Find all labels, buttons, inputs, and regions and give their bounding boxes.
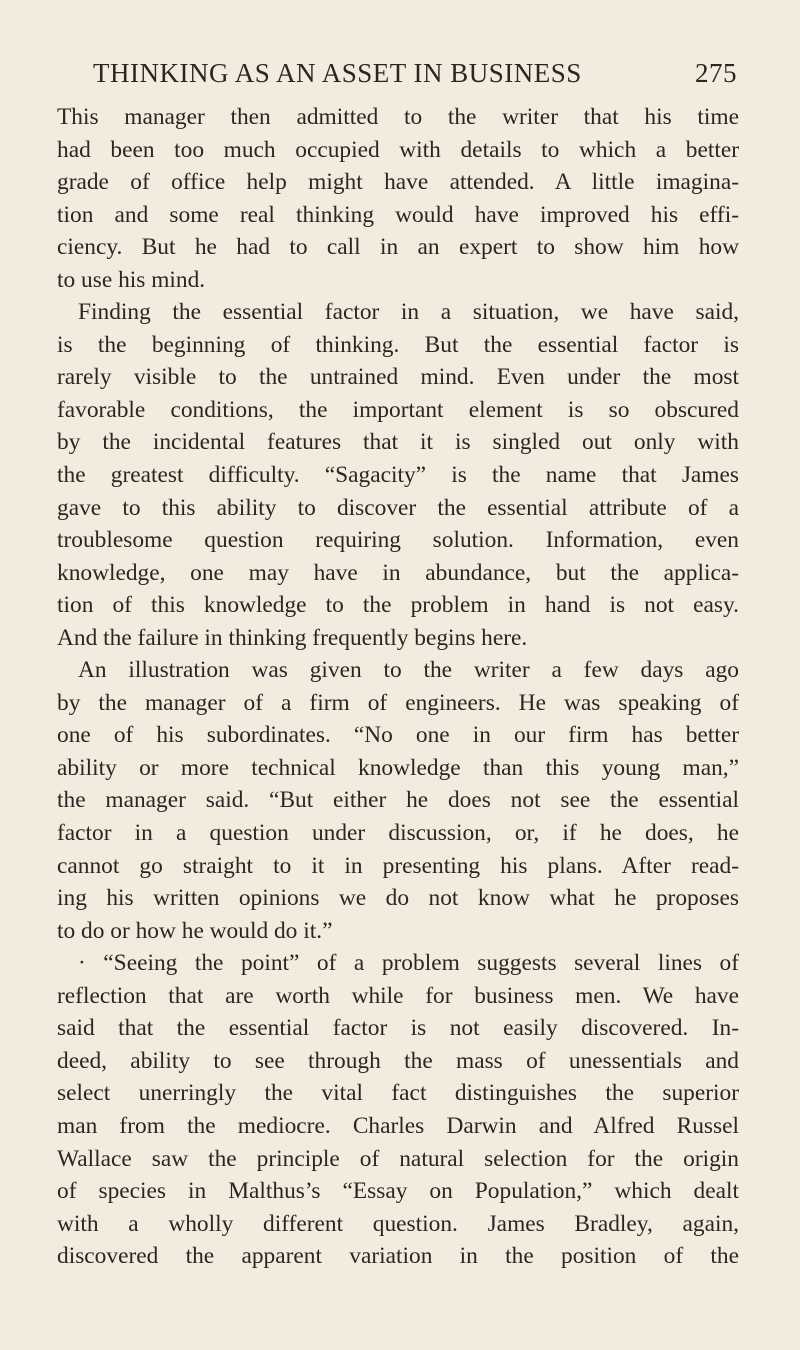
text-line: favorable conditions, the important element is so obscured [57, 396, 739, 423]
text-line: ability or more technical knowledge than this young man,” [57, 754, 739, 781]
running-head [93, 58, 737, 94]
text-line: one of his subordinates. “No one in our firm has better [57, 722, 739, 749]
text-line: by the manager of a firm of engineers. He was speaking of [57, 689, 739, 716]
text-line: gave to this ability to discover the essential attribute of a [57, 494, 739, 521]
text-line: select unerringly the vital fact distinguishes the superior [57, 1080, 739, 1107]
text-line: rarely visible to the untrained mind. Even under the most [57, 364, 739, 391]
text-line: Wallace saw the principle of natural selection for the origin [57, 1145, 739, 1172]
text-line: man from the mediocre. Charles Darwin and Alfred Russel [57, 1112, 739, 1139]
text-line: cannot go straight to it in presenting his plans. After read- [57, 852, 739, 879]
text-line: And the failure in thinking frequently begins here. [57, 624, 528, 651]
text-line: This manager then admitted to the writer that his time [57, 104, 739, 130]
text-line: · “Seeing the point” of a problem suggests several lines of [78, 950, 739, 977]
text-line: to do or how he would do it.” [57, 917, 333, 944]
text-line: An illustration was given to the writer a few days ago [78, 657, 739, 684]
text-line: said that the essential factor is not easily discovered. In- [57, 1015, 739, 1042]
text-line: by the incidental features that it is singled out only with [57, 429, 739, 456]
body-text [57, 101, 739, 1273]
text-line: the manager said. “But either he does not see the essential [57, 787, 739, 814]
text-line: had been too much occupied with details to which a better [57, 136, 739, 163]
text-line: deed, ability to see through the mass of unessentials and [57, 1047, 739, 1074]
text-line: reflection that are worth while for business men. We have [57, 982, 739, 1009]
text-line: ciency. But he had to call in an expert to show him how [57, 234, 739, 261]
text-line: is the beginning of thinking. But the essential factor is [57, 331, 739, 358]
text-line: discovered the apparent variation in the position of the [57, 1243, 739, 1270]
text-line: with a wholly different question. James Bradley, again, [57, 1210, 739, 1237]
text-line: the greatest difficulty. “Sagacity” is the name that James [57, 462, 739, 489]
running-title: THINKING AS AN ASSET IN BUSINESS [93, 58, 582, 88]
text-line: of species in Malthus’s “Essay on Population,” which dealt [57, 1178, 739, 1205]
text-line: tion and some real thinking would have improved his effi- [57, 201, 739, 228]
page-number: 275 [695, 58, 737, 88]
text-line: to use his mind. [57, 266, 206, 293]
text-line: troublesome question requiring solution. Information, even [57, 527, 739, 554]
text-line: ing his written opinions we do not know what he proposes [57, 885, 739, 912]
text-line: knowledge, one may have in abundance, but the applica- [57, 559, 739, 586]
text-line: factor in a question under discussion, or, if he does, he [57, 820, 739, 847]
text-line: Finding the essential factor in a situation, we have said, [78, 299, 739, 326]
text-line: tion of this knowledge to the problem in hand is not easy. [57, 592, 739, 619]
text-line: grade of office help might have attended. A little imagina- [57, 169, 739, 196]
